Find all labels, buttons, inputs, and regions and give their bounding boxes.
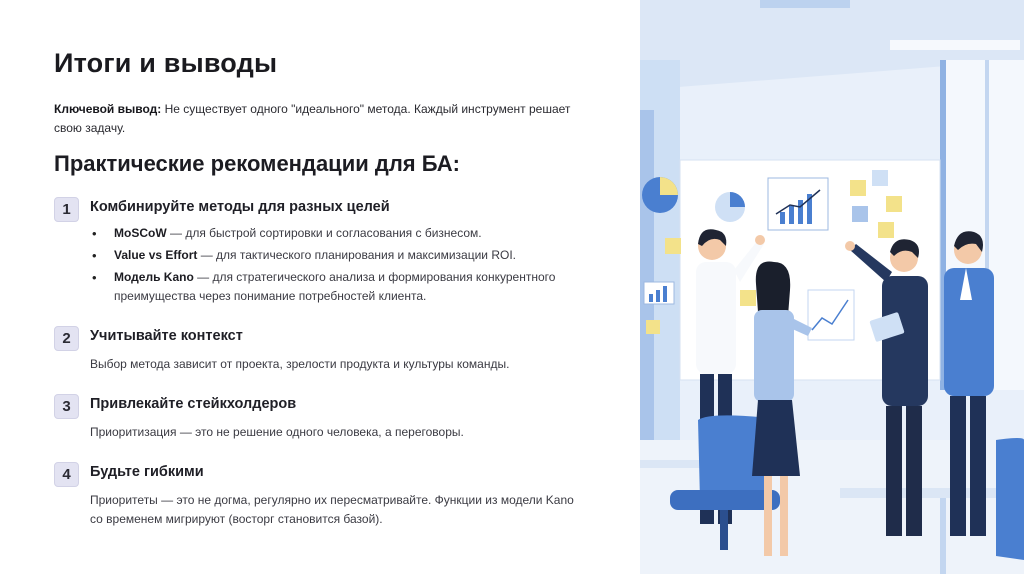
key-conclusion [54,100,594,138]
step-number-badge: 2 [54,326,79,351]
list-item [90,224,560,243]
method-term: Модель Kano [114,270,194,284]
step-number-badge: 4 [54,462,79,487]
method-text: — для тактического планирования и максимизации ROI. [197,248,516,262]
key-conclusion-label: Ключевой вывод: [54,102,162,116]
recommendation-description: Приоритеты — это не догма, регулярно их пересматривайте. Функции из модели Kano со временем мигрируют (восторг становится базой). [90,493,574,526]
recommendation-title: Учитывайте контекст [90,328,243,344]
key-conclusion-text: Не существует одного "идеального" метода. Каждый инструмент решает свою задачу. [54,102,571,135]
step-number-badge: 3 [54,394,79,419]
method-term: MoSCoW [114,226,167,240]
method-list [90,224,560,309]
list-item [90,268,560,306]
recommendation-title: Привлекайте стейкхолдеров [90,396,297,412]
recommendation-title: Будьте гибкими [90,464,204,480]
step-number-badge: 1 [54,197,79,222]
recommendation-description: Приоритизация — это не решение одного человека, а переговоры. [90,425,464,439]
method-text: — для быстрой сортировки и согласования с бизнесом. [166,226,482,240]
method-text: — для стратегического анализа и формирования конкурентного преимущества через понимание потребностей клиента. [114,270,556,303]
recommendation-title: Комбинируйте методы для разных целей [90,199,390,215]
recommendation-description: Выбор метода зависит от проекта, зрелости продукта и культуры команды. [90,357,510,371]
team-meeting-illustration [640,0,1024,574]
section-subtitle: Практические рекомендации для БА: [54,151,460,176]
page-title: Итоги и выводы [54,48,278,78]
method-term: Value vs Effort [114,248,198,262]
list-item [90,246,560,265]
